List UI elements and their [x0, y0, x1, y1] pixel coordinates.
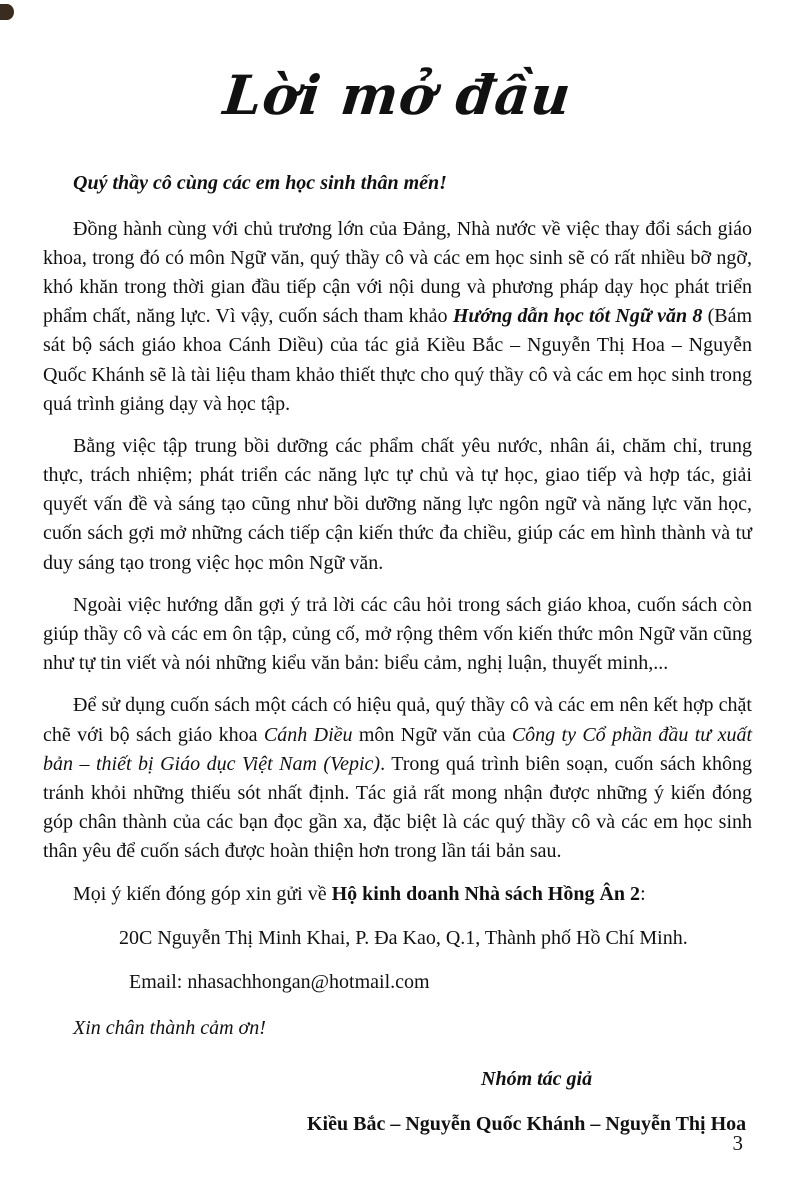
text-segment: Xin chân thành cảm ơn!	[73, 1017, 266, 1040]
intro-paragraph	[43, 215, 752, 419]
qualities-paragraph	[43, 432, 752, 578]
text-segment: Hướng dẫn học tốt Ngữ văn 8	[452, 305, 703, 328]
text-segment: :	[640, 882, 646, 905]
text-segment: Mọi ý kiến đóng góp xin gửi về	[73, 882, 332, 905]
page-title: Lời mở đầu	[220, 63, 575, 127]
text-segment: Nhóm tác giả	[481, 1068, 593, 1091]
text-segment: Bằng việc tập trung bồi dưỡng các phẩm chất yêu nước, nhân ái, chăm chỉ, trung thực, trách nhiệm; phát triển các năng lực tự chủ và tự học, giao tiếp và hợp tác, giải quyết vấn đề và sáng tạo cũng như bồi dưỡng năng lực ngôn ngữ và năng lực văn học, cuốn sách gợi mở những cách tiếp cận kiến thức đa chiều, giúp các em hình thành và tư duy sáng tạo trong việc học môn Ngữ văn.	[43, 434, 752, 574]
guidance-paragraph	[43, 591, 752, 679]
signature-line	[43, 1065, 752, 1094]
text-segment: môn Ngữ văn của	[352, 723, 512, 746]
scan-artifact	[0, 4, 14, 20]
address-line	[43, 924, 752, 953]
page-number: 3	[732, 1131, 743, 1155]
text-segment: Quý thầy cô cùng các em học sinh thân mến!	[73, 172, 447, 195]
greeting-line	[43, 169, 752, 198]
text-segment: Hộ kinh doanh Nhà sách Hồng Ân 2	[331, 882, 641, 905]
text-segment: Ngoài việc hướng dẫn gợi ý trả lời các câu hỏi trong sách giáo khoa, cuốn sách còn giúp thầy cô và các em ôn tập, củng cố, mở rộng thêm vốn kiến thức môn Ngữ văn cũng như tự tin viết và nói những kiểu văn bản: biểu cảm, nghị luận, thuyết minh,...	[43, 593, 752, 675]
usage-paragraph	[43, 691, 752, 866]
text-segment: Đồng hành cùng với chủ trương lớn của Đảng, Nhà nước về việc thay đổi sách giáo khoa, trong đó có môn Ngữ văn, quý thầy cô và các em học sinh sẽ có rất nhiều bỡ ngỡ, khó khăn trong thời gian đầu tiếp cận với nội dung và phương pháp dạy học phát triển phẩm chất, năng lực. Vì vậy, cuốn sách tham khảo	[43, 217, 752, 328]
contact-line	[43, 880, 752, 909]
thanks-line	[43, 1014, 752, 1043]
email-line	[43, 968, 752, 997]
text-segment: . Trong quá trình biên soạn, cuốn sách không tránh khỏi những thiếu sót nhất định. Tác giả rất mong nhận được những ý kiến đóng góp chân thành của các bạn đọc gần xa, đặc biệt là các quý thầy cô và các em học sinh thân yêu để cuốn sách được hoàn thiện hơn trong lần tái bản sau.	[43, 752, 752, 863]
text-segment: (Bám sát bộ sách giáo khoa Cánh Diều) của tác giả Kiều Bắc – Nguyễn Thị Hoa – Nguyễn Quốc Khánh sẽ là tài liệu tham khảo thiết thực cho quý thầy cô và các em học sinh trong quá trình giảng dạy và học tập.	[43, 305, 753, 415]
text-segment: Để sử dụng cuốn sách một cách có hiệu quả, quý thầy cô và các em nên kết hợp chặt chẽ với bộ sách giáo khoa	[43, 694, 752, 746]
text-segment: Kiều Bắc – Nguyễn Quốc Khánh – Nguyễn Thị Hoa	[307, 1113, 747, 1136]
text-segment: Công ty Cổ phần đầu tư xuất bản – thiết bị Giáo dục Việt Nam (Vepic)	[43, 723, 753, 775]
text-segment: Cánh Diều	[263, 723, 353, 746]
text-segment: 20C Nguyễn Thị Minh Khai, P. Đa Kao, Q.1, Thành phố Hồ Chí Minh.	[119, 926, 688, 949]
authors-line	[43, 1110, 752, 1139]
text-segment: Email: nhasachhongan@hotmail.com	[129, 970, 430, 993]
paragraphs	[43, 169, 752, 1139]
